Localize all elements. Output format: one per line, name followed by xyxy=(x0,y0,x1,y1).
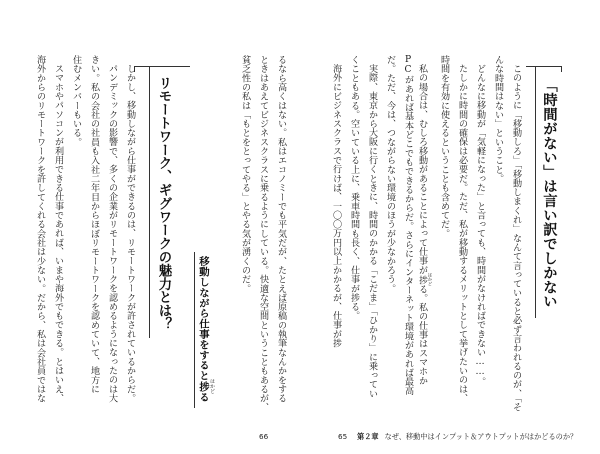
section-heading: リモートワーク、ギグワークの魅力とは？ xyxy=(156,76,171,331)
body-column xyxy=(417,55,432,424)
body-column: 時間を有効に使えるということも含めてだ。 xyxy=(439,55,449,238)
ruby-text: はかど xyxy=(427,272,432,287)
running-head xyxy=(357,432,577,442)
body-column: ときはあえてビジネスクラスに乗るようにしている。快適な空間ということもあるが、 xyxy=(258,55,268,412)
page-number: 66 xyxy=(259,432,269,441)
heading-rule-hook xyxy=(561,66,562,72)
body-column: 貧乏性の私は「もとをとってやる」とやる気が湧くのだ。 xyxy=(240,55,250,293)
body-column: たしかに時間の確保は必要だ。ただ、私が移動するメリットとして挙げたいのは、 xyxy=(457,64,467,403)
ruby-annotation xyxy=(417,272,432,287)
body-column: るなら高くはない。私はエコノミーでも平気だが、たとえば原稿の執筆なんかをする xyxy=(276,55,286,403)
subheading-text: 移動しながら仕事をすると xyxy=(197,256,209,381)
ruby-text: はかど xyxy=(209,378,215,394)
body-column: 住むメンバーもいる。 xyxy=(71,55,81,147)
body-column: 海外にビジネスクラスで行けば、一〇〇万円以上かかるが、仕事が捗 xyxy=(331,64,341,348)
chapter-label: 第２章 xyxy=(357,432,379,441)
heading-rule-side xyxy=(535,66,536,318)
body-column: くこともある。空いている上に、乗車時間も長く、仕事が捗る。 xyxy=(349,55,359,321)
body-column: んな時間はない」ということ。 xyxy=(493,55,503,184)
heading-rule-top xyxy=(134,66,190,67)
body-column: PCがあれば基本どこでもできるからだ。さらにインターネット環境があれば最高 xyxy=(403,55,413,396)
page-number: 65 xyxy=(338,432,348,441)
body-column: パンデミックの影響で、多くの企業がリモートワークを認めるようになったのは大 xyxy=(107,64,117,403)
subheading-text: る xyxy=(197,391,209,403)
right-page xyxy=(300,0,600,454)
ruby-base: 捗 xyxy=(417,272,427,287)
heading-rule-side xyxy=(149,66,150,338)
body-column: このように「移動しろ」「移動しまくれ」なんて言っていると必ず言われるのが、「そ xyxy=(511,64,521,412)
body-column: スマホやパソコンが利用できる仕事であれば、いまや海外でもできる。とはいえ、 xyxy=(53,64,63,403)
body-column: しかし、移動しながら仕事ができるのは、リモートワークが許されているからだ。 xyxy=(125,64,135,403)
subheading xyxy=(199,256,215,402)
chapter-title: なぜ、移動中はインプット＆アウトプットがはかどるのか？ xyxy=(384,432,578,441)
subheading-ruby xyxy=(197,378,215,394)
body-column: きい。私の会社の社員も入社二年目からほぼリモートワークを認めていて、地方に xyxy=(89,55,99,394)
body-column: だ。ただ、今は、つながらない環境のほうが少なかろう。 xyxy=(385,55,395,293)
body-text: 私の場合は、むしろ移動があることによって仕事が xyxy=(417,64,427,275)
body-column: どんなに移動が「気軽になった」と言っても、時間がなければできない……。 xyxy=(475,64,485,387)
body-text: る。私の仕事はスマホか xyxy=(417,284,427,386)
section-heading: 「時間がない」は言い訳でしかない xyxy=(541,78,557,309)
heading-rule-top xyxy=(526,66,562,67)
ruby-base: 捗 xyxy=(197,378,209,394)
body-column: 実際、東京から大阪に行くときに、時間のかかる「こだま」「ひかり」に乗ってい xyxy=(367,64,377,399)
body-column: 海外からのリモートワークを許してくれる会社は少ない。だから、私は会社員ではな xyxy=(35,55,45,403)
